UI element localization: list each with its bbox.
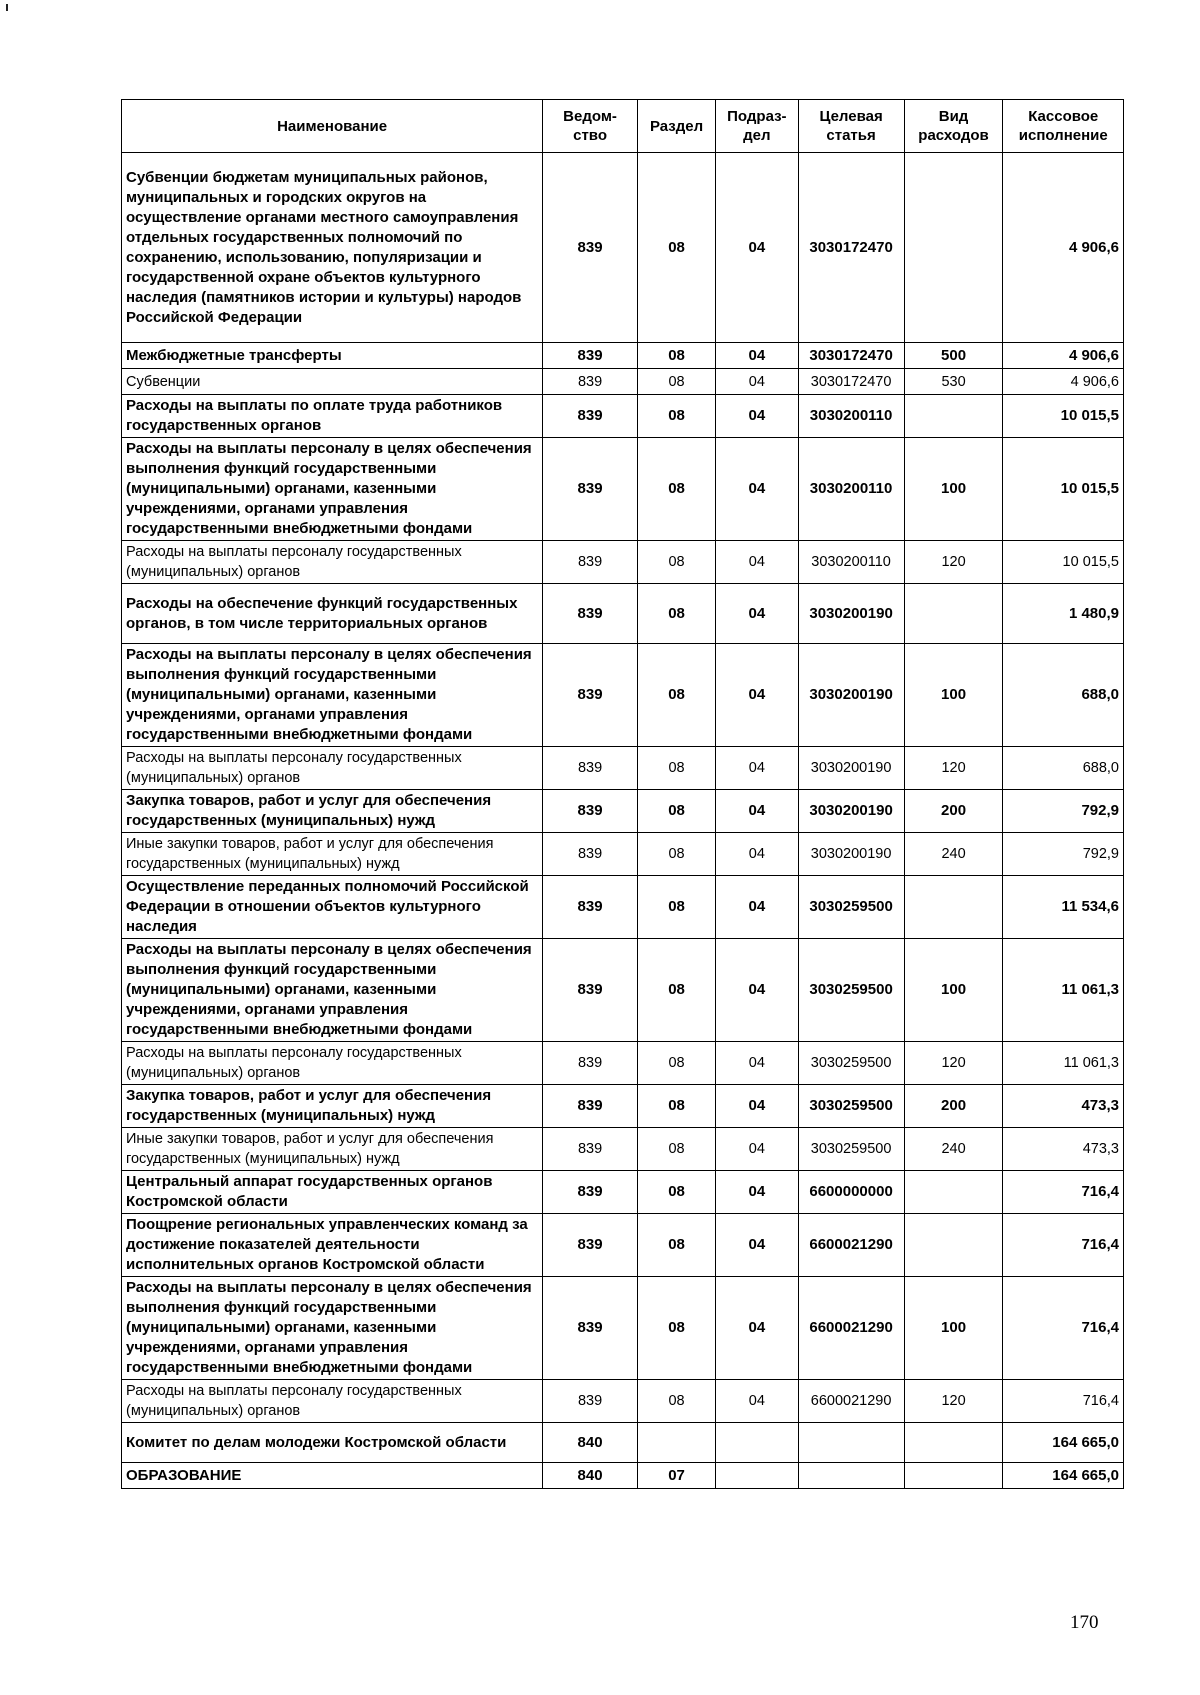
row-name: Расходы на выплаты персоналу государственных (муниципальных) органов <box>122 1042 543 1085</box>
row-section: 08 <box>637 833 715 876</box>
row-cash-execution: 473,3 <box>1003 1085 1124 1128</box>
row-name: Осуществление переданных полномочий Российской Федерации в отношении объектов культурного наследия <box>122 876 543 939</box>
row-target-article: 3030200110 <box>798 395 904 438</box>
row-expense-type: 120 <box>904 747 1003 790</box>
row-expense-type: 500 <box>904 343 1003 369</box>
row-cash-execution: 4 906,6 <box>1003 369 1124 395</box>
row-subsection: 04 <box>716 1277 798 1380</box>
row-target-article: 3030259500 <box>798 939 904 1042</box>
row-section: 08 <box>637 1042 715 1085</box>
row-name: ОБРАЗОВАНИЕ <box>122 1463 543 1489</box>
row-subsection <box>716 1423 798 1463</box>
row-section: 08 <box>637 1085 715 1128</box>
row-section: 08 <box>637 1214 715 1277</box>
row-section: 08 <box>637 153 715 343</box>
table-row <box>122 395 1124 438</box>
row-expense-type <box>904 1463 1003 1489</box>
row-subsection: 04 <box>716 395 798 438</box>
row-department: 839 <box>543 939 638 1042</box>
row-cash-execution: 4 906,6 <box>1003 153 1124 343</box>
row-name: Иные закупки товаров, работ и услуг для обеспечения государственных (муниципальных) нужд <box>122 833 543 876</box>
row-section: 08 <box>637 395 715 438</box>
row-department: 839 <box>543 395 638 438</box>
row-expense-type: 100 <box>904 438 1003 541</box>
row-department: 839 <box>543 438 638 541</box>
row-subsection: 04 <box>716 644 798 747</box>
row-subsection: 04 <box>716 1214 798 1277</box>
row-target-article: 6600000000 <box>798 1171 904 1214</box>
row-expense-type <box>904 1171 1003 1214</box>
table-row <box>122 1380 1124 1423</box>
row-name: Расходы на обеспечение функций государственных органов, в том числе территориальных органов <box>122 584 543 644</box>
row-section: 08 <box>637 584 715 644</box>
row-name: Комитет по делам молодежи Костромской области <box>122 1423 543 1463</box>
row-name: Расходы на выплаты персоналу государственных (муниципальных) органов <box>122 1380 543 1423</box>
row-expense-type <box>904 153 1003 343</box>
row-target-article: 3030172470 <box>798 343 904 369</box>
row-subsection: 04 <box>716 541 798 584</box>
row-name: Субвенции бюджетам муниципальных районов, муниципальных и городских округов на осуществление органами местного самоуправления отдельных государственных полномочий по сохранению, использованию, популяризации и государственной охране объектов культурного наследия (памятников истории и культуры) народов Российской Федерации <box>122 153 543 343</box>
row-section: 08 <box>637 1171 715 1214</box>
row-expense-type: 200 <box>904 1085 1003 1128</box>
page-number: 170 <box>1070 1612 1099 1633</box>
row-subsection: 04 <box>716 1128 798 1171</box>
row-expense-type: 120 <box>904 1380 1003 1423</box>
row-cash-execution: 473,3 <box>1003 1128 1124 1171</box>
table-row <box>122 1085 1124 1128</box>
row-name: Центральный аппарат государственных органов Костромской области <box>122 1171 543 1214</box>
row-expense-type: 100 <box>904 939 1003 1042</box>
budget-table <box>121 99 1124 1489</box>
row-cash-execution: 716,4 <box>1003 1214 1124 1277</box>
row-expense-type: 530 <box>904 369 1003 395</box>
row-target-article: 3030259500 <box>798 1128 904 1171</box>
row-subsection <box>716 1463 798 1489</box>
row-subsection: 04 <box>716 584 798 644</box>
row-name: Закупка товаров, работ и услуг для обеспечения государственных (муниципальных) нужд <box>122 1085 543 1128</box>
row-target-article: 3030200190 <box>798 584 904 644</box>
row-section: 08 <box>637 343 715 369</box>
table-row <box>122 1463 1124 1489</box>
row-department: 840 <box>543 1463 638 1489</box>
table-row <box>122 1171 1124 1214</box>
header-name: Наименование <box>122 100 543 153</box>
row-section: 08 <box>637 939 715 1042</box>
row-expense-type: 120 <box>904 1042 1003 1085</box>
table-row <box>122 1423 1124 1463</box>
row-subsection: 04 <box>716 1380 798 1423</box>
row-department: 839 <box>543 1042 638 1085</box>
row-cash-execution: 11 061,3 <box>1003 1042 1124 1085</box>
table-row <box>122 1277 1124 1380</box>
row-section: 08 <box>637 1128 715 1171</box>
table-row <box>122 1128 1124 1171</box>
row-subsection: 04 <box>716 1171 798 1214</box>
row-subsection: 04 <box>716 747 798 790</box>
row-cash-execution: 792,9 <box>1003 790 1124 833</box>
table-row <box>122 644 1124 747</box>
scan-mark <box>6 4 8 11</box>
row-name: Расходы на выплаты персоналу в целях обеспечения выполнения функций государственными (муниципальными) органами, казенными учреждениями, органами управления государственными внебюджетными фондами <box>122 644 543 747</box>
row-subsection: 04 <box>716 876 798 939</box>
table-body <box>122 153 1124 1489</box>
row-cash-execution: 4 906,6 <box>1003 343 1124 369</box>
row-subsection: 04 <box>716 1085 798 1128</box>
row-section: 08 <box>637 790 715 833</box>
row-section <box>637 1423 715 1463</box>
row-cash-execution: 716,4 <box>1003 1380 1124 1423</box>
row-department: 840 <box>543 1423 638 1463</box>
row-name: Расходы на выплаты персоналу в целях обеспечения выполнения функций государственными (муниципальными) органами, казенными учреждениями, органами управления государственными внебюджетными фондами <box>122 939 543 1042</box>
table-row <box>122 153 1124 343</box>
table-row <box>122 541 1124 584</box>
row-subsection: 04 <box>716 343 798 369</box>
row-department: 839 <box>543 369 638 395</box>
row-department: 839 <box>543 1128 638 1171</box>
row-section: 08 <box>637 876 715 939</box>
row-target-article: 3030259500 <box>798 876 904 939</box>
row-expense-type <box>904 584 1003 644</box>
row-expense-type <box>904 1423 1003 1463</box>
row-name: Расходы на выплаты персоналу в целях обеспечения выполнения функций государственными (муниципальными) органами, казенными учреждениями, органами управления государственными внебюджетными фондами <box>122 438 543 541</box>
row-name: Субвенции <box>122 369 543 395</box>
row-cash-execution: 1 480,9 <box>1003 584 1124 644</box>
row-cash-execution: 10 015,5 <box>1003 395 1124 438</box>
row-department: 839 <box>543 1085 638 1128</box>
row-expense-type: 240 <box>904 1128 1003 1171</box>
row-section: 07 <box>637 1463 715 1489</box>
row-expense-type: 100 <box>904 644 1003 747</box>
row-cash-execution: 688,0 <box>1003 747 1124 790</box>
row-department: 839 <box>543 876 638 939</box>
row-cash-execution: 10 015,5 <box>1003 541 1124 584</box>
header-expense-type: Вид расходов <box>904 100 1003 153</box>
row-expense-type <box>904 1214 1003 1277</box>
row-department: 839 <box>543 541 638 584</box>
row-department: 839 <box>543 153 638 343</box>
header-row <box>122 100 1124 153</box>
row-target-article: 3030259500 <box>798 1042 904 1085</box>
table-row <box>122 939 1124 1042</box>
row-expense-type: 200 <box>904 790 1003 833</box>
row-subsection: 04 <box>716 1042 798 1085</box>
row-subsection: 04 <box>716 939 798 1042</box>
header-section: Раздел <box>637 100 715 153</box>
row-target-article: 3030259500 <box>798 1085 904 1128</box>
row-target-article: 3030200190 <box>798 747 904 790</box>
row-subsection: 04 <box>716 790 798 833</box>
row-expense-type <box>904 395 1003 438</box>
row-cash-execution: 688,0 <box>1003 644 1124 747</box>
table-row <box>122 833 1124 876</box>
row-cash-execution: 792,9 <box>1003 833 1124 876</box>
row-department: 839 <box>543 1214 638 1277</box>
row-section: 08 <box>637 1380 715 1423</box>
row-expense-type <box>904 876 1003 939</box>
row-cash-execution: 11 534,6 <box>1003 876 1124 939</box>
table-row <box>122 790 1124 833</box>
row-target-article: 3030200190 <box>798 833 904 876</box>
row-cash-execution: 11 061,3 <box>1003 939 1124 1042</box>
row-section: 08 <box>637 747 715 790</box>
row-target-article: 3030200110 <box>798 541 904 584</box>
row-target-article: 3030200190 <box>798 790 904 833</box>
row-name: Поощрение региональных управленческих команд за достижение показателей деятельности исполнительных органов Костромской области <box>122 1214 543 1277</box>
header-subsection: Подраз-дел <box>716 100 798 153</box>
row-section: 08 <box>637 644 715 747</box>
table-row <box>122 876 1124 939</box>
row-section: 08 <box>637 541 715 584</box>
row-target-article: 6600021290 <box>798 1380 904 1423</box>
row-subsection: 04 <box>716 438 798 541</box>
table-row <box>122 584 1124 644</box>
row-cash-execution: 716,4 <box>1003 1171 1124 1214</box>
row-cash-execution: 716,4 <box>1003 1277 1124 1380</box>
row-name: Расходы на выплаты персоналу государственных (муниципальных) органов <box>122 747 543 790</box>
header-cash-execution: Кассовое исполнение <box>1003 100 1124 153</box>
row-target-article: 3030172470 <box>798 153 904 343</box>
row-name: Расходы на выплаты персоналу в целях обеспечения выполнения функций государственными (муниципальными) органами, казенными учреждениями, органами управления государственными внебюджетными фондами <box>122 1277 543 1380</box>
row-cash-execution: 10 015,5 <box>1003 438 1124 541</box>
row-expense-type: 120 <box>904 541 1003 584</box>
header-target-article: Целевая статья <box>798 100 904 153</box>
table-row <box>122 747 1124 790</box>
row-subsection: 04 <box>716 153 798 343</box>
row-expense-type: 240 <box>904 833 1003 876</box>
row-department: 839 <box>543 343 638 369</box>
row-target-article <box>798 1423 904 1463</box>
row-target-article: 3030172470 <box>798 369 904 395</box>
row-department: 839 <box>543 1171 638 1214</box>
row-cash-execution: 164 665,0 <box>1003 1463 1124 1489</box>
row-target-article <box>798 1463 904 1489</box>
row-target-article: 3030200190 <box>798 644 904 747</box>
row-section: 08 <box>637 369 715 395</box>
table-row <box>122 438 1124 541</box>
row-department: 839 <box>543 833 638 876</box>
row-department: 839 <box>543 1277 638 1380</box>
row-department: 839 <box>543 1380 638 1423</box>
row-subsection: 04 <box>716 369 798 395</box>
row-department: 839 <box>543 584 638 644</box>
row-name: Закупка товаров, работ и услуг для обеспечения государственных (муниципальных) нужд <box>122 790 543 833</box>
table-row <box>122 1214 1124 1277</box>
row-subsection: 04 <box>716 833 798 876</box>
row-department: 839 <box>543 790 638 833</box>
row-department: 839 <box>543 644 638 747</box>
table-row <box>122 1042 1124 1085</box>
row-target-article: 6600021290 <box>798 1214 904 1277</box>
row-name: Межбюджетные трансферты <box>122 343 543 369</box>
row-name: Расходы на выплаты по оплате труда работников государственных органов <box>122 395 543 438</box>
table-row <box>122 369 1124 395</box>
row-cash-execution: 164 665,0 <box>1003 1423 1124 1463</box>
row-section: 08 <box>637 438 715 541</box>
row-name: Иные закупки товаров, работ и услуг для обеспечения государственных (муниципальных) нужд <box>122 1128 543 1171</box>
row-expense-type: 100 <box>904 1277 1003 1380</box>
row-section: 08 <box>637 1277 715 1380</box>
table-row <box>122 343 1124 369</box>
header-department: Ведом-ство <box>543 100 638 153</box>
row-name: Расходы на выплаты персоналу государственных (муниципальных) органов <box>122 541 543 584</box>
row-target-article: 6600021290 <box>798 1277 904 1380</box>
row-department: 839 <box>543 747 638 790</box>
row-target-article: 3030200110 <box>798 438 904 541</box>
